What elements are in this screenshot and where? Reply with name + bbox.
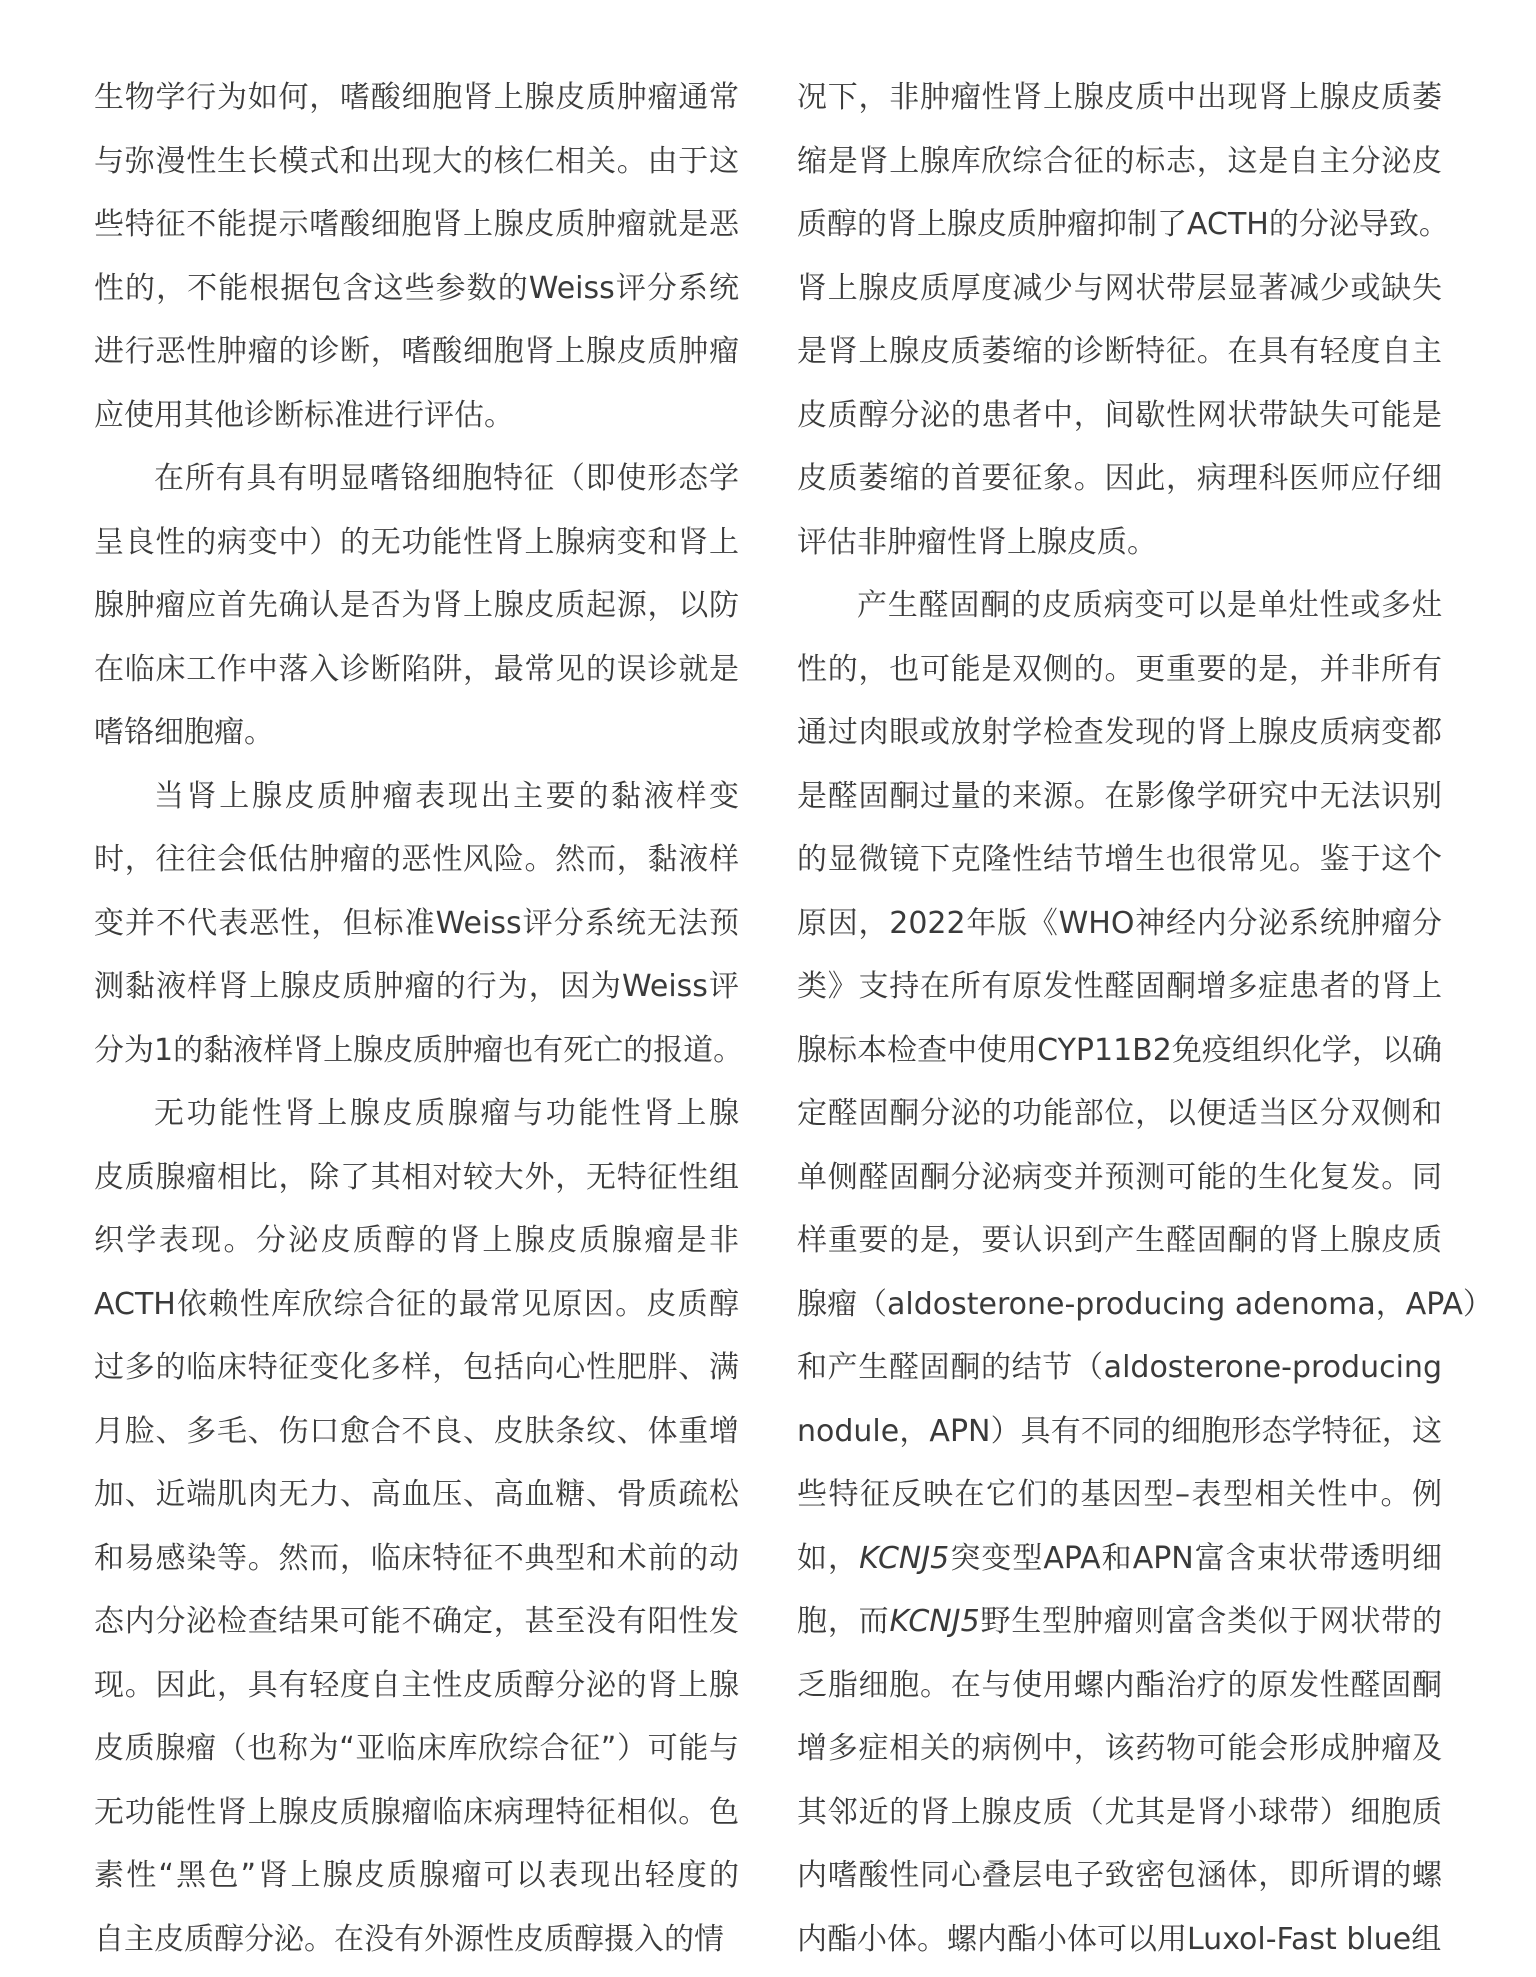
text-line: 素性“黑色”肾上腺皮质腺瘤可以表现出轻度的	[94, 1858, 739, 1893]
text-line: 和产生醛固酮的结节（aldosterone-producing	[797, 1350, 1442, 1385]
text-line: 如，KCNJ5突变型APA和APN富含束状带透明细	[797, 1540, 1443, 1576]
text-line: 性的，也可能是双侧的。更重要的是，并非所有	[797, 651, 1442, 687]
text-line: 在临床工作中落入诊断陷阱，最常见的误诊就是	[94, 651, 739, 687]
text-line: 和易感染等。然而，临床特征不典型和术前的动	[94, 1540, 739, 1576]
right-column	[797, 66, 1493, 1971]
text-line: 呈良性的病变中）的无功能性肾上腺病变和肾上	[94, 524, 739, 560]
text-line: 月脸、多毛、伤口愈合不良、皮肤条纹、体重增	[94, 1413, 739, 1449]
paragraph	[797, 574, 1493, 1971]
text-line: 的显微镜下克隆性结节增生也很常见。鉴于这个	[797, 842, 1442, 877]
text-line: 皮质腺瘤相比，除了其相对较大外，无特征性组	[94, 1159, 739, 1195]
text-line: 态内分泌检查结果可能不确定，甚至没有阳性发	[94, 1604, 739, 1639]
text-line: 定醛固酮分泌的功能部位，以便适当区分双侧和	[797, 1096, 1442, 1131]
text-line: 内嗜酸性同心叠层电子致密包涵体，即所谓的螺	[797, 1858, 1442, 1893]
text-line: 自主皮质醇分泌。在没有外源性皮质醇摄入的情	[94, 1921, 724, 1957]
text-line: 进行恶性肿瘤的诊断，嗜酸细胞肾上腺皮质肿瘤	[94, 334, 739, 369]
text-line: 肾上腺皮质厚度减少与网状带层显著减少或缺失	[797, 270, 1442, 306]
text-line: 类》支持在所有原发性醛固酮增多症患者的肾上	[797, 969, 1442, 1004]
text-line: 皮质醇分泌的患者中，间歇性网状带缺失可能是	[797, 397, 1442, 433]
text-line: 质醇的肾上腺皮质肿瘤抑制了ACTH的分泌导致。	[797, 207, 1449, 242]
text-line: 缩是肾上腺库欣综合征的标志，这是自主分泌皮	[797, 143, 1442, 179]
text-line: 评估非肿瘤性肾上腺皮质。	[797, 524, 1157, 560]
text-line: 皮质腺瘤（也称为“亚临床库欣综合征”）可能与	[94, 1731, 739, 1766]
text-line: 胞，而KCNJ5野生型肿瘤则富含类似于网状带的	[797, 1604, 1443, 1639]
text-line: 皮质萎缩的首要征象。因此，病理科医师应仔细	[797, 461, 1442, 496]
text-line: 无功能性肾上腺皮质腺瘤与功能性肾上腺	[154, 1096, 739, 1131]
paragraph	[94, 66, 739, 447]
text-line: ACTH依赖性库欣综合征的最常见原因。皮质醇	[94, 1286, 739, 1322]
text-line: 样重要的是，要认识到产生醛固酮的肾上腺皮质	[797, 1223, 1442, 1258]
text-line: 增多症相关的病例中，该药物可能会形成肿瘤及	[797, 1731, 1442, 1766]
text-line: 加、近端肌肉无力、高血压、高血糖、骨质疏松	[94, 1477, 739, 1512]
text-line: 单侧醛固酮分泌病变并预测可能的生化复发。同	[797, 1159, 1442, 1195]
text-line: 织学表现。分泌皮质醇的肾上腺皮质腺瘤是非	[94, 1223, 739, 1258]
text-line: 应使用其他诊断标准进行评估。	[94, 397, 514, 433]
text-line: 况下，非肿瘤性肾上腺皮质中出现肾上腺皮质萎	[797, 80, 1442, 115]
text-line: 原因，2022年版《WHO神经内分泌系统肿瘤分	[797, 905, 1442, 941]
gene-name: KCNJ5	[859, 1540, 950, 1576]
text-line: 腺标本检查中使用CYP11B2免疫组织化学，以确	[797, 1032, 1442, 1068]
text-line: 分为1的黏液样肾上腺皮质肿瘤也有死亡的报道。	[94, 1032, 744, 1068]
text-line: 些特征反映在它们的基因型–表型相关性中。例	[797, 1477, 1442, 1512]
text-line: 产生醛固酮的皮质病变可以是单灶性或多灶	[857, 588, 1442, 623]
text-line: 些特征不能提示嗜酸细胞肾上腺皮质肿瘤就是恶	[94, 207, 739, 242]
text-line: 是醛固酮过量的来源。在影像学研究中无法识别	[797, 778, 1442, 814]
text-line: 嗜铬细胞瘤。	[94, 715, 274, 750]
text-line: 通过肉眼或放射学检查发现的肾上腺皮质病变都	[797, 715, 1442, 750]
left-column	[94, 66, 744, 1971]
text-line: 测黏液样肾上腺皮质肿瘤的行为，因为Weiss评	[94, 969, 739, 1004]
text-line: 现。因此，具有轻度自主性皮质醇分泌的肾上腺	[94, 1667, 739, 1703]
text-line: 生物学行为如何，嗜酸细胞肾上腺皮质肿瘤通常	[94, 80, 739, 115]
text-line: 时，往往会低估肿瘤的恶性风险。然而，黏液样	[94, 842, 739, 877]
text-line: 内酯小体。螺内酯小体可以用Luxol-Fast blue组	[797, 1921, 1442, 1957]
text-line: 与弥漫性生长模式和出现大的核仁相关。由于这	[94, 143, 739, 179]
gene-name: KCNJ5	[889, 1604, 980, 1639]
text-line: 腺瘤（aldosterone-producing adenoma，APA）	[797, 1286, 1493, 1322]
text-line: 当肾上腺皮质肿瘤表现出主要的黏液样变	[154, 778, 739, 814]
text-line: 是肾上腺皮质萎缩的诊断特征。在具有轻度自主	[797, 334, 1442, 369]
text-line: 过多的临床特征变化多样，包括向心性肥胖、满	[94, 1350, 739, 1385]
text-line: 在所有具有明显嗜铬细胞特征（即使形态学	[154, 461, 739, 496]
text-line: 无功能性肾上腺皮质腺瘤临床病理特征相似。色	[94, 1794, 739, 1830]
paragraph	[797, 66, 1449, 574]
paragraph	[94, 765, 744, 1083]
paragraph	[94, 447, 739, 765]
text-line: nodule，APN）具有不同的细胞形态学特征，这	[797, 1413, 1442, 1449]
text-line: 乏脂细胞。在与使用螺内酯治疗的原发性醛固酮	[797, 1667, 1442, 1703]
text-line: 变并不代表恶性，但标准Weiss评分系统无法预	[94, 905, 739, 941]
paragraph	[94, 1082, 739, 1971]
text-line: 性的，不能根据包含这些参数的Weiss评分系统	[94, 270, 739, 306]
text-line: 腺肿瘤应首先确认是否为肾上腺皮质起源，以防	[94, 588, 739, 623]
text-line: 其邻近的肾上腺皮质（尤其是肾小球带）细胞质	[797, 1794, 1442, 1830]
